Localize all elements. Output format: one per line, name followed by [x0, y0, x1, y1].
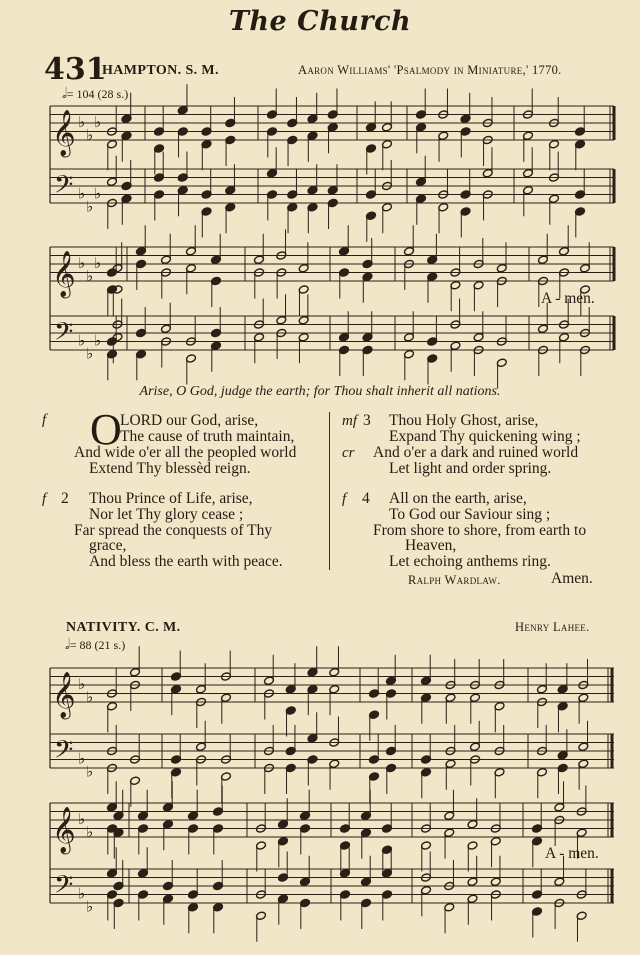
treble-clef-icon: 𝄞	[52, 110, 76, 156]
bass-clef-icon: 𝄢	[54, 170, 74, 206]
treble-clef-icon: 𝄞	[52, 672, 76, 718]
page-title: The Church	[228, 6, 412, 37]
flat-sign-icon: ♭	[78, 749, 86, 768]
verse-line: Nor let Thy glory cease ;	[89, 506, 244, 523]
verse-line: The cause of truth maintain,	[120, 428, 295, 445]
verse-line: And o'er a dark and ruined world	[373, 444, 579, 461]
bass-clef-icon: 𝄢	[54, 317, 74, 353]
tune-name: NATIVITY. C. M.	[66, 620, 181, 635]
text-author: Ralph Wardlaw.	[408, 573, 501, 587]
verse-line: LORD our God, arise,	[120, 412, 259, 429]
verse-line: Extend Thy blessèd reign.	[89, 460, 251, 477]
flat-sign-icon: ♭	[86, 266, 94, 285]
flat-sign-icon: ♭	[86, 687, 94, 706]
tempo-text: = 104 (28 s.)	[66, 87, 129, 101]
flat-sign-icon: ♭	[78, 675, 86, 693]
flat-sign-icon: ♭	[94, 113, 102, 131]
flat-sign-icon: ♭	[86, 822, 94, 841]
flat-sign-icon: ♭	[78, 331, 86, 350]
verse-line: From shore to shore, from earth to	[373, 522, 587, 539]
verse-line: Thou Holy Ghost, arise,	[389, 412, 539, 429]
tune-composer: Aaron Williams' 'Psalmody in Miniature,' 1770.	[298, 63, 562, 77]
verse-number: 4	[362, 490, 370, 507]
treble-clef-icon: 𝄞	[52, 251, 76, 297]
verse-number: 2	[61, 490, 69, 507]
verse-line: To God our Saviour sing ;	[389, 506, 551, 523]
amen-label: A - men.	[541, 290, 595, 307]
flat-sign-icon: ♭	[78, 810, 86, 828]
flat-sign-icon: ♭	[94, 254, 102, 272]
bass-clef-icon: 𝄢	[54, 870, 74, 906]
verse-line: Expand Thy quickening wing ;	[389, 428, 581, 445]
bass-clef-icon: 𝄢	[54, 735, 74, 771]
drop-cap: O	[90, 405, 122, 454]
half-note-icon: 𝅗𝅥	[62, 86, 67, 102]
flat-sign-icon: ♭	[86, 897, 94, 916]
tune-composer: Henry Lahee.	[515, 620, 590, 634]
verse-line: Far spread the conquests of Thy	[74, 522, 273, 539]
flat-sign-icon: ♭	[78, 113, 86, 131]
flat-sign-icon: ♭	[78, 884, 86, 903]
tempo-text: = 88 (21 s.)	[69, 638, 126, 652]
verse-line: Thou Prince of Life, arise,	[89, 490, 253, 507]
flat-sign-icon: ♭	[94, 184, 102, 203]
dynamic-mark: f	[342, 491, 347, 507]
amen-text: Amen.	[551, 570, 593, 587]
verse-line: Let light and order spring.	[389, 460, 552, 477]
verse-line: Let echoing anthems ring.	[389, 553, 551, 570]
verse-line: grace,	[89, 537, 127, 554]
amen-label: A - men.	[545, 845, 599, 862]
dynamic-mark: f	[42, 491, 47, 507]
dynamic-mark: f	[42, 412, 47, 428]
scripture-caption: Arise, O God, judge the earth; for Thou shalt inherit all nations.	[139, 384, 501, 399]
half-note-icon: 𝅗𝅥	[65, 637, 70, 653]
tune-name: HAMPTON. S. M.	[102, 63, 219, 78]
dynamic-mark: cr	[342, 445, 355, 461]
dynamic-mark: mf	[342, 413, 357, 429]
flat-sign-icon: ♭	[94, 331, 102, 350]
verse-line: All on the earth, arise,	[389, 490, 527, 507]
flat-sign-icon: ♭	[78, 254, 86, 272]
flat-sign-icon: ♭	[86, 344, 94, 363]
verse-line: And wide o'er all the peopled world	[74, 444, 297, 461]
tempo-marking	[65, 636, 125, 654]
flat-sign-icon: ♭	[86, 762, 94, 781]
verse-line: Heaven,	[405, 537, 457, 554]
flat-sign-icon: ♭	[78, 184, 86, 203]
hymn-number: 431	[44, 52, 107, 87]
column-divider	[329, 412, 330, 570]
verse-line: And bless the earth with peace.	[89, 553, 283, 570]
flat-sign-icon: ♭	[86, 125, 94, 144]
treble-clef-icon: 𝄞	[52, 807, 76, 853]
verse-number: 3	[363, 412, 371, 429]
flat-sign-icon: ♭	[86, 197, 94, 216]
